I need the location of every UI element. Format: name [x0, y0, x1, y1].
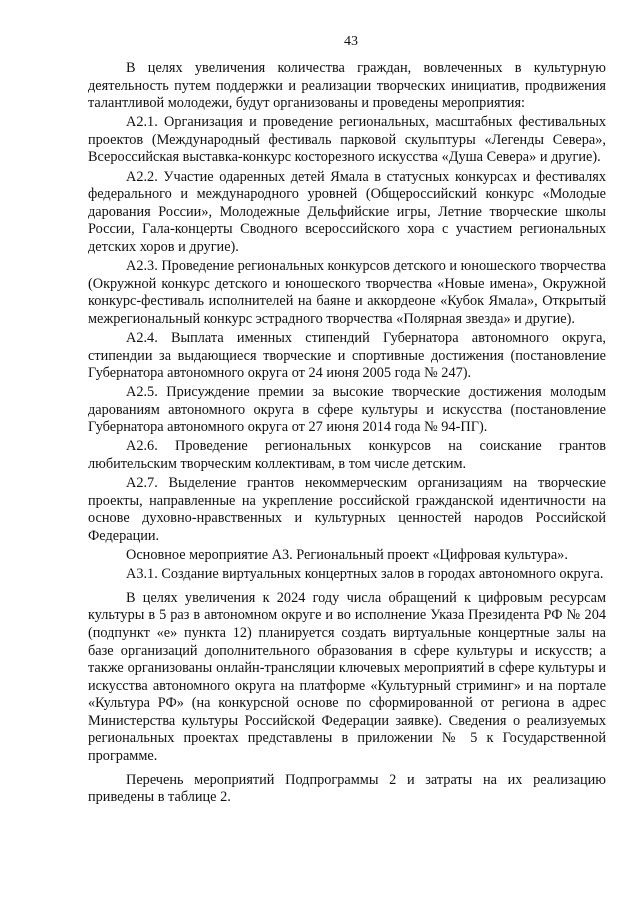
paragraph-intro: В целях увеличения количества граждан, вовлеченных в культурную деятельность путем поддержки и реализации творческих инициатив, продвижения талантливой молодежи, будут организованы и проведены мероприятия: — [88, 60, 606, 112]
paragraph-a2-4: А2.4. Выплата именных стипендий Губернатора автономного округа, стипендии за выдающиеся творческие и спортивные достижения (постановление Губернатора автономного округа от 24 июня 2005 года № 247). — [88, 329, 606, 382]
paragraph-a2-5: А2.5. Присуждение премии за высокие творческие достижения молодым дарованиям автономного округа в сфере культуры и искусства (постановление Губернатора автономного округа от 27 июня 2014 года № 94-ПГ). — [88, 384, 606, 436]
paragraph-table-reference: Перечень мероприятий Подпрограммы 2 и затраты на их реализацию приведены в таблице 2. — [88, 771, 606, 806]
paragraph-main-activity-a3: Основное мероприятие А3. Региональный проект «Цифровая культура». — [126, 547, 568, 564]
paragraph-digital-culture: В целях увеличения к 2024 году числа обращений к цифровым ресурсам культуры в 5 раз в автономном округе и во исполнение Указа Президента РФ № 204 (подпункт «е» пункта 12) планируется создать виртуальные концертные залы на базе организаций дополнительного образования в сфере культуры и искусств; а также организованы онлайн-трансляции ключевых мероприятий в сфере культуры и искусства автономного округа на платформе «Культурный стриминг» и на портале «Культура РФ» (на конкурсной основе по сформированной от региона в адрес Министерства культуры Российской Федерации заявке). Сведения о реализуемых региональных проектах представлены в приложении № 5 к Государственной программе. — [88, 589, 606, 765]
paragraph-a2-7: А2.7. Выделение грантов некоммерческим организациям на творческие проекты, направленные на укрепление российской гражданской идентичности на основе духовно-нравственных и культурных ценностей народов Российской Федерации. — [88, 475, 606, 544]
paragraph-a2-3: А2.3. Проведение региональных конкурсов детского и юношеского творчества (Окружной конкурс детского и юношеского творчества «Новые имена», Окружной конкурс-фестиваль исполнителей на баяне и аккордеоне «Кубок Ямала», Открытый межрегиональный конкурс эстрадного творчества «Полярная звезда» и другие). — [88, 258, 607, 327]
paragraph-a2-1: А2.1. Организация и проведение региональных, масштабных фестивальных проектов (Международный фестиваль парковой скульптуры «Легенды Севера», Всероссийская выставка-конкурс косторезного искусства «Душа Севера» и другие). — [88, 114, 606, 166]
paragraph-a2-2: А2.2. Участие одаренных детей Ямала в статусных конкурсах и фестивалях федерального и международного уровней (Общероссийский конкурс «Молодые дарования России», Молодежные Дельфийские игры, Летние творческие школы России, Гала-концерты Сводного всероссийского хора с участием региональных детских хоров и другие). — [88, 168, 606, 255]
paragraph-a2-6: А2.6. Проведение региональных конкурсов на соискание грантов любительским творческим коллективам, в том числе детским. — [88, 438, 606, 473]
paragraph-a3-1: А3.1. Создание виртуальных концертных залов в городах автономного округа. — [126, 566, 604, 583]
page-number: 43 — [344, 34, 358, 49]
